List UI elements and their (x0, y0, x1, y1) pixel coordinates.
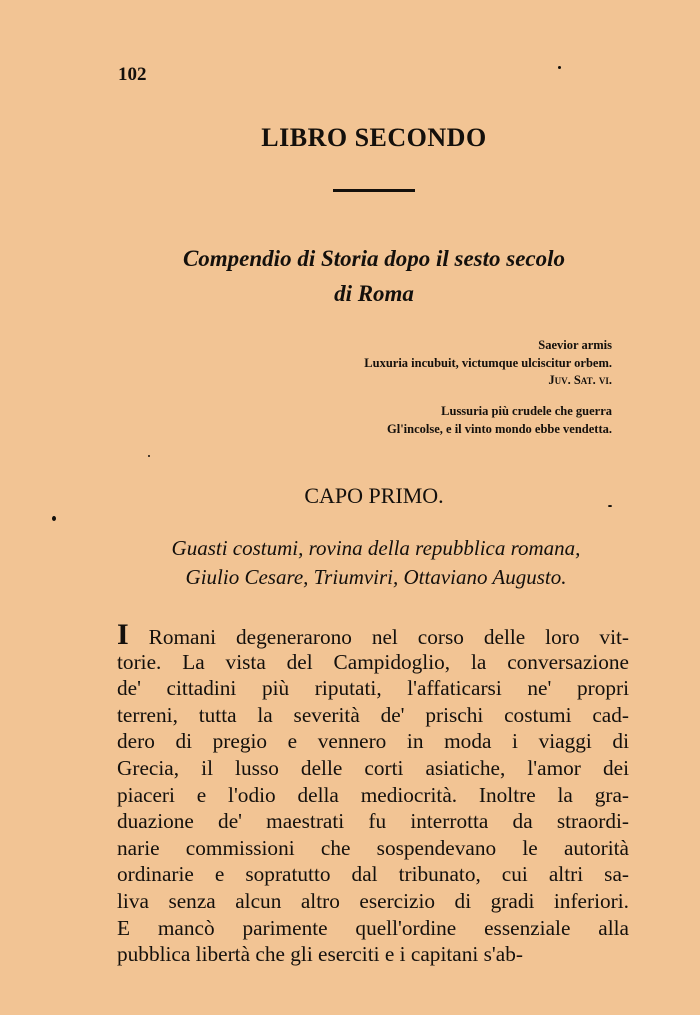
body-line: pubblica libertà che gli eserciti e i capitani s'ab- (117, 942, 523, 967)
body-line: ordinarie e sopratutto dal tribunato, cui altri sa- (117, 862, 629, 887)
title-rule (333, 189, 415, 192)
chapter-title: CAPO PRIMO. (304, 483, 444, 508)
body-line: duazione de' maestrati fu interrotta da straordi- (117, 809, 629, 834)
chapter-subtitle-line-1: Guasti costumi, rovina della repubblica romana, (171, 536, 581, 560)
epigraph-italian-line-1: Lussuria più crudele che guerra (441, 404, 612, 418)
body-line: de' cittadini più riputati, l'affaticarsi ne' propri (117, 676, 629, 701)
body-line: liva senza alcun altro esercizio di gradi inferiori. (117, 888, 629, 913)
page-number: 102 (118, 64, 147, 85)
print-speck (608, 505, 612, 507)
epigraph-source: Juv. Sat. vi. (548, 373, 612, 387)
print-speck (148, 455, 150, 457)
book-title: LIBRO SECONDO (261, 123, 487, 152)
body-line: narie commissioni che sospendevano le autorità (117, 835, 629, 860)
body-line: Grecia, il lusso delle corti asiatiche, l'amor dei (117, 755, 629, 780)
body-line: torie. La vista del Campidoglio, la conversazione (117, 649, 629, 674)
epigraph-latin-line-1: Saevior armis (538, 338, 612, 352)
body-text (117, 618, 629, 968)
body-line: E mancò parimente quell'ordine essenziale alla (117, 915, 629, 940)
subtitle-line-1: Compendio di Storia dopo il sesto secolo (182, 246, 566, 271)
body-line: I Romani degenerarono nel corso delle loro vit- (117, 618, 629, 651)
chapter-subtitle-line-2: Giulio Cesare, Triumviri, Ottaviano Augusto. (185, 565, 567, 589)
body-line: piaceri e l'odio della mediocrità. Inoltre la gra- (117, 782, 629, 807)
epigraph-latin-line-2: Luxuria incubuit, victumque ulciscitur orbem. (364, 356, 612, 370)
body-line: dero di pregio e vennero in moda i viaggi di (117, 729, 629, 754)
print-speck (558, 66, 561, 69)
print-speck (52, 516, 56, 521)
epigraph-italian-line-2: Gl'incolse, e il vinto mondo ebbe vendetta. (387, 422, 612, 436)
subtitle-line-2: di Roma (334, 281, 414, 306)
body-line: terreni, tutta la severità de' prischi costumi cad- (117, 702, 629, 727)
